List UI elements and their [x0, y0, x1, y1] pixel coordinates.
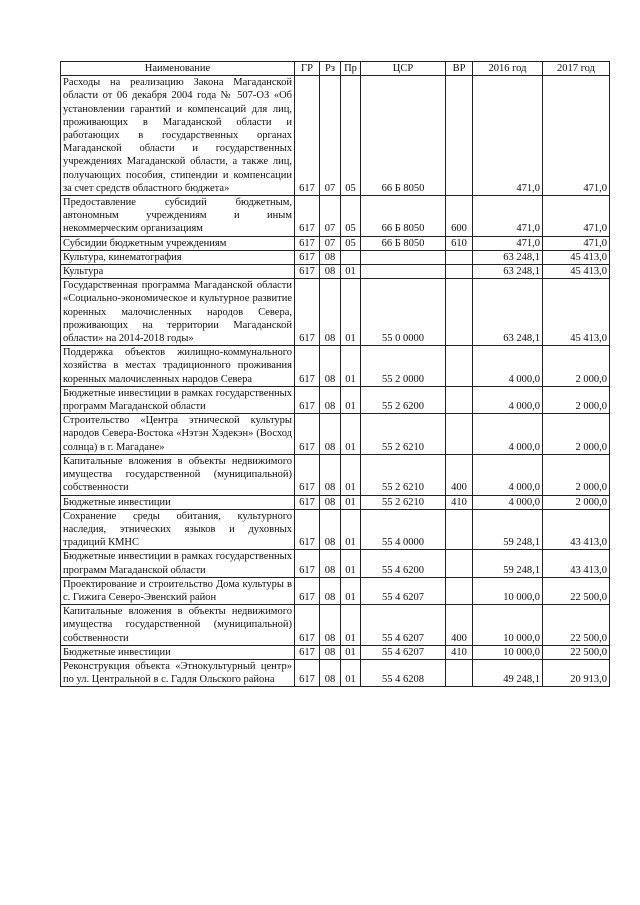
row-pr: 05 — [341, 236, 361, 250]
row-vr: 600 — [446, 196, 473, 237]
row-csr — [361, 265, 446, 279]
row-pr: 01 — [341, 645, 361, 659]
row-vr — [446, 550, 473, 577]
row-rz: 08 — [320, 509, 341, 550]
row-gr: 617 — [295, 76, 320, 196]
row-2017: 22 500,0 — [543, 645, 610, 659]
row-gr: 617 — [295, 236, 320, 250]
table-row — [61, 196, 610, 237]
row-gr: 617 — [295, 550, 320, 577]
row-vr — [446, 265, 473, 279]
row-csr: 55 2 6210 — [361, 414, 446, 455]
row-csr: 55 2 6210 — [361, 454, 446, 495]
row-gr: 617 — [295, 265, 320, 279]
row-vr — [446, 346, 473, 387]
row-rz: 08 — [320, 645, 341, 659]
row-rz: 08 — [320, 386, 341, 413]
table-row — [61, 236, 610, 250]
row-vr — [446, 76, 473, 196]
row-2017: 2 000,0 — [543, 346, 610, 387]
row-2017: 2 000,0 — [543, 386, 610, 413]
table-row — [61, 386, 610, 413]
row-vr: 410 — [446, 495, 473, 509]
row-vr — [446, 509, 473, 550]
row-csr: 55 2 6210 — [361, 495, 446, 509]
table-row — [61, 76, 610, 196]
row-gr: 617 — [295, 495, 320, 509]
table-row — [61, 659, 610, 686]
row-csr: 55 2 6200 — [361, 386, 446, 413]
row-rz: 08 — [320, 346, 341, 387]
row-rz: 08 — [320, 605, 341, 646]
row-csr: 55 4 6200 — [361, 550, 446, 577]
row-csr: 66 Б 8050 — [361, 76, 446, 196]
row-name: Капитальные вложения в объекты недвижимого имущества государственной (муниципальной) собственности — [61, 605, 295, 646]
table-row — [61, 279, 610, 346]
row-name: Реконструкция объекта «Этнокультурный центр» по ул. Центральной в с. Гадля Ольского района — [61, 659, 295, 686]
row-rz: 08 — [320, 265, 341, 279]
row-csr: 55 0 0000 — [361, 279, 446, 346]
row-pr: 01 — [341, 386, 361, 413]
header-csr: ЦСР — [361, 62, 446, 76]
row-2017: 45 413,0 — [543, 279, 610, 346]
row-2016: 63 248,1 — [473, 279, 543, 346]
row-csr: 55 4 6207 — [361, 577, 446, 604]
header-rz: Рз — [320, 62, 341, 76]
row-2016: 59 248,1 — [473, 550, 543, 577]
row-gr: 617 — [295, 386, 320, 413]
row-vr — [446, 659, 473, 686]
row-2017: 2 000,0 — [543, 454, 610, 495]
row-2017: 471,0 — [543, 196, 610, 237]
row-rz: 08 — [320, 550, 341, 577]
row-rz: 08 — [320, 250, 341, 264]
row-2016: 63 248,1 — [473, 250, 543, 264]
budget-table — [60, 61, 610, 687]
row-gr: 617 — [295, 659, 320, 686]
header-name: Наименование — [61, 62, 295, 76]
header-pr: Пр — [341, 62, 361, 76]
table-body — [61, 76, 610, 687]
table-row — [61, 645, 610, 659]
table-row — [61, 265, 610, 279]
header-2016: 2016 год — [473, 62, 543, 76]
row-pr: 05 — [341, 196, 361, 237]
row-vr: 610 — [446, 236, 473, 250]
row-csr: 66 Б 8050 — [361, 236, 446, 250]
row-2017: 471,0 — [543, 76, 610, 196]
row-rz: 08 — [320, 414, 341, 455]
row-gr: 617 — [295, 250, 320, 264]
row-gr: 617 — [295, 414, 320, 455]
row-name: Предоставление субсидий бюджетным, автономным учреждениям и иным некоммерческим организациям — [61, 196, 295, 237]
row-name: Расходы на реализацию Закона Магаданской области от 06 декабря 2004 года № 507-ОЗ «Об установлении гарантий и компенсаций для лиц, проживающих в Магаданской области и работающих в государственных органах Магаданской области и государственных учреждениях Магаданской области, а также лиц, получающих пособия, стипендии и компенсации за счет средств областного бюджета» — [61, 76, 295, 196]
row-2016: 4 000,0 — [473, 386, 543, 413]
row-name: Поддержка объектов жилищно-коммунального хозяйства в местах традиционного проживания коренных малочисленных народов Севера — [61, 346, 295, 387]
row-vr — [446, 414, 473, 455]
row-name: Субсидии бюджетным учреждениям — [61, 236, 295, 250]
row-2016: 4 000,0 — [473, 346, 543, 387]
row-name: Бюджетные инвестиции — [61, 495, 295, 509]
row-pr: 01 — [341, 414, 361, 455]
row-rz: 07 — [320, 236, 341, 250]
table-row — [61, 577, 610, 604]
row-rz: 08 — [320, 454, 341, 495]
header-gr: ГР — [295, 62, 320, 76]
header-2017: 2017 год — [543, 62, 610, 76]
row-gr: 617 — [295, 577, 320, 604]
row-rz: 08 — [320, 659, 341, 686]
row-vr: 400 — [446, 605, 473, 646]
row-2016: 471,0 — [473, 196, 543, 237]
row-name: Культура — [61, 265, 295, 279]
row-2017: 22 500,0 — [543, 577, 610, 604]
row-pr: 01 — [341, 346, 361, 387]
row-name: Сохранение среды обитания, культурного наследия, этнических языков и духовных традиций КМНС — [61, 509, 295, 550]
row-gr: 617 — [295, 196, 320, 237]
row-vr: 400 — [446, 454, 473, 495]
row-gr: 617 — [295, 346, 320, 387]
row-2016: 10 000,0 — [473, 645, 543, 659]
table-row — [61, 550, 610, 577]
row-2016: 471,0 — [473, 76, 543, 196]
row-2017: 471,0 — [543, 236, 610, 250]
row-gr: 617 — [295, 279, 320, 346]
row-gr: 617 — [295, 454, 320, 495]
row-name: Бюджетные инвестиции в рамках государственных программ Магаданской области — [61, 386, 295, 413]
row-pr: 01 — [341, 577, 361, 604]
row-vr — [446, 386, 473, 413]
table-row — [61, 346, 610, 387]
row-name: Государственная программа Магаданской области «Социально-экономическое и культурное развитие коренных малочисленных народов Севера, проживающих на территории Магаданской области» на 2014-2018 годы» — [61, 279, 295, 346]
table-row — [61, 509, 610, 550]
row-pr: 01 — [341, 605, 361, 646]
row-name: Проектирование и строительство Дома культуры в с. Гижига Северо-Эвенский район — [61, 577, 295, 604]
row-2016: 10 000,0 — [473, 605, 543, 646]
row-pr: 01 — [341, 659, 361, 686]
row-2017: 43 413,0 — [543, 550, 610, 577]
row-csr: 66 Б 8050 — [361, 196, 446, 237]
table-row — [61, 414, 610, 455]
row-vr — [446, 250, 473, 264]
row-name: Капитальные вложения в объекты недвижимого имущества государственной (муниципальной) собственности — [61, 454, 295, 495]
row-2016: 63 248,1 — [473, 265, 543, 279]
row-2017: 2 000,0 — [543, 495, 610, 509]
row-rz: 08 — [320, 577, 341, 604]
row-2016: 4 000,0 — [473, 454, 543, 495]
row-name: Строительство «Центра этнической культуры народов Севера-Востока «Нэтэн Хэдекэн» (Восход солнца) в г. Магадане» — [61, 414, 295, 455]
row-2017: 2 000,0 — [543, 414, 610, 455]
row-pr — [341, 250, 361, 264]
row-pr: 05 — [341, 76, 361, 196]
row-2016: 49 248,1 — [473, 659, 543, 686]
row-pr: 01 — [341, 550, 361, 577]
row-name: Культура, кинематография — [61, 250, 295, 264]
row-vr: 410 — [446, 645, 473, 659]
row-gr: 617 — [295, 509, 320, 550]
header-row — [61, 62, 610, 76]
row-2017: 22 500,0 — [543, 605, 610, 646]
row-rz: 08 — [320, 279, 341, 346]
row-2017: 43 413,0 — [543, 509, 610, 550]
row-2016: 4 000,0 — [473, 495, 543, 509]
row-2016: 10 000,0 — [473, 577, 543, 604]
row-2017: 45 413,0 — [543, 250, 610, 264]
row-2017: 45 413,0 — [543, 265, 610, 279]
row-pr: 01 — [341, 495, 361, 509]
row-csr: 55 4 6207 — [361, 645, 446, 659]
row-csr: 55 4 6207 — [361, 605, 446, 646]
row-2016: 4 000,0 — [473, 414, 543, 455]
row-gr: 617 — [295, 645, 320, 659]
row-csr — [361, 250, 446, 264]
row-pr: 01 — [341, 454, 361, 495]
row-pr: 01 — [341, 265, 361, 279]
row-2016: 471,0 — [473, 236, 543, 250]
row-csr: 55 2 0000 — [361, 346, 446, 387]
row-name: Бюджетные инвестиции в рамках государственных программ Магаданской области — [61, 550, 295, 577]
row-pr: 01 — [341, 279, 361, 346]
row-rz: 07 — [320, 196, 341, 237]
row-csr: 55 4 6208 — [361, 659, 446, 686]
header-vr: ВР — [446, 62, 473, 76]
table-row — [61, 454, 610, 495]
row-name: Бюджетные инвестиции — [61, 645, 295, 659]
table-row — [61, 495, 610, 509]
row-rz: 08 — [320, 495, 341, 509]
table-row — [61, 250, 610, 264]
row-vr — [446, 577, 473, 604]
row-csr: 55 4 0000 — [361, 509, 446, 550]
row-pr: 01 — [341, 509, 361, 550]
row-2017: 20 913,0 — [543, 659, 610, 686]
row-rz: 07 — [320, 76, 341, 196]
table-row — [61, 605, 610, 646]
row-vr — [446, 279, 473, 346]
row-2016: 59 248,1 — [473, 509, 543, 550]
row-gr: 617 — [295, 605, 320, 646]
